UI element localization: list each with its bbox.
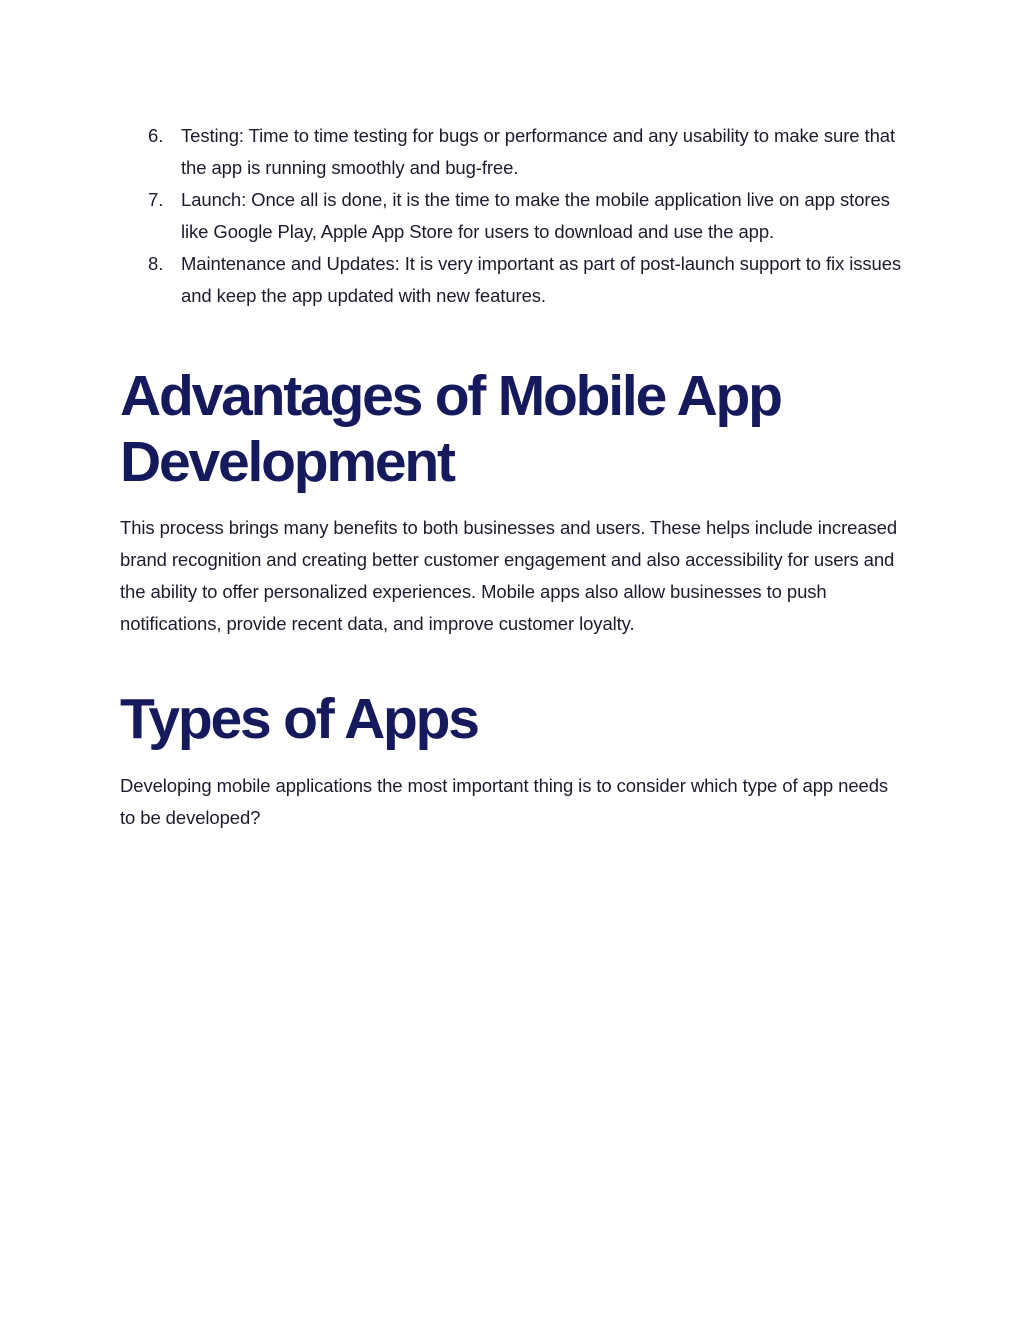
advantages-heading: Advantages of Mobile App Development [120,364,781,494]
list-item-text: Maintenance and Updates: It is very important as part of post-launch support to fix issues and keep the app updated with new features. [181,253,902,306]
list-item-number: 6. [148,125,164,146]
list-item [148,248,908,312]
list-item-number: 8. [148,253,164,274]
advantages-paragraph: This process brings many benefits to both businesses and users. These helps include increased brand recognition and creating better customer engagement and also accessibility for users and the ability to offer personalized experiences. Mobile apps also allow businesses to push notifications, provide recent data, and improve customer loyalty. [120,517,898,634]
list-item [148,120,908,184]
process-steps-list [148,120,908,312]
list-item-text: Launch: Once all is done, it is the time to make the mobile application live on app stores like Google Play, Apple App Store for users to download and use the app. [181,189,890,242]
types-of-apps-heading: Types of Apps [120,687,478,751]
list-item-number: 7. [148,189,164,210]
list-item [148,184,908,248]
list-item-text: Testing: Time to time testing for bugs or performance and any usability to make sure that the app is running smoothly and bug-free. [181,125,895,178]
types-of-apps-paragraph: Developing mobile applications the most important thing is to consider which type of app needs to be developed? [120,775,889,828]
